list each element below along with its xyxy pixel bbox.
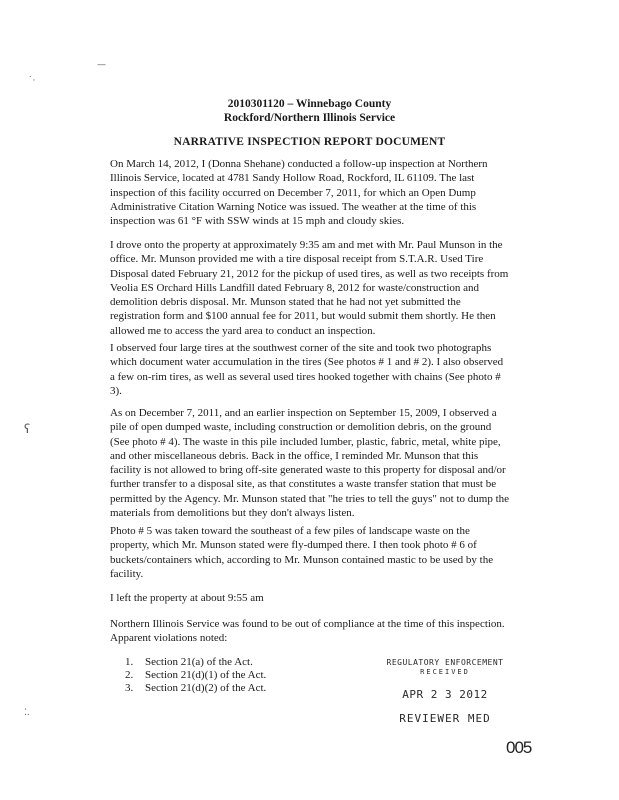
paragraph-tires: I observed four large tires at the southwest corner of the site and took two photographs which document water accumulation in the tires (See photos # 1 and # 2). I also observed a few on-rim tires, as well as several used tires hooked together with chains (See photo # 3).	[110, 342, 504, 397]
paragraph-open-dump: As on December 7, 2011, and an earlier inspection on September 15, 2009, I observed a pile of open dumped waste, including construction or demolition debris, on the ground (See photo # 4). The waste in this pile included lumber, plastic, fabric, metal, white pipe, and other miscellaneous debris. Back in the office, I reminded Mr. Munson that this facility is not allowed to bring off-site generated waste to this property for disposal and/or further transfer to a disposal site, as that constitutes a waste transfer station that must be permitted by the Agency. Mr. Munson stated that "he tries to tell the guys" not to dump the materials from demolitions but they don't always listen.	[110, 407, 510, 520]
page-number: 005	[506, 738, 532, 757]
scan-speck: ʕ	[24, 422, 31, 436]
scan-speck: ˙·	[28, 76, 36, 86]
violation-text: Section 21(a) of the Act.	[145, 656, 253, 668]
stamp-date: APR 2 3 2012	[402, 688, 488, 701]
violations-list	[125, 656, 266, 695]
header-case-line: 2010301120 – Winnebago County	[227, 98, 392, 110]
violation-number: 2.	[125, 669, 134, 681]
violation-number: 1.	[125, 656, 134, 668]
paragraph-office-visit: I drove onto the property at approximately 9:35 am and met with Mr. Paul Munson in the office. Mr. Munson provided me with a tire disposal receipt from S.T.A.R. Used Tire Disposal dated February 21, 2012 for the pickup of used tires, as well as two receipts from Veolia ES Orchard Hills Landfill dated February 8, 2012 for waste/construction and demolition debris disposal. Mr. Munson stated that he had not yet submitted the registration form and $100 annual fee for 2011, but would submit them shortly. He then allowed me to access the yard area to conduct an inspection.	[110, 239, 509, 337]
scan-speck: ⁚.	[24, 708, 30, 718]
paragraph-compliance: Northern Illinois Service was found to be out of compliance at the time of this inspection. Apparent violations noted:	[110, 618, 505, 645]
violation-item	[125, 682, 266, 695]
violation-text: Section 21(d)(2) of the Act.	[145, 682, 267, 694]
paragraph-intro: On March 14, 2012, I (Donna Shehane) conducted a follow-up inspection at Northern Illinois Service, located at 4781 Sandy Hollow Road, Rockford, IL 61109. The last inspection of this facility occurred on December 7, 2011, for which an Open Dump Administrative Citation Warning Notice was issued. The weather at the time of this inspection was 61 °F with SSW winds at 15 mph and cloudy skies.	[110, 158, 488, 228]
stamp-reviewer: REVIEWER MED	[399, 712, 491, 725]
paragraph-departure: I left the property at about 9:55 am	[110, 592, 264, 604]
violation-item	[125, 669, 266, 682]
received-stamp	[375, 658, 515, 725]
stamp-agency-line: REGULATORY ENFORCEMENT	[386, 658, 504, 667]
violation-item	[125, 656, 266, 669]
violation-number: 3.	[125, 682, 134, 694]
stamp-received-line: RECEIVED	[420, 668, 470, 676]
document-title: NARRATIVE INSPECTION REPORT DOCUMENT	[173, 136, 446, 148]
header-facility-line: Rockford/Northern Illinois Service	[223, 112, 396, 124]
scan-speck: —	[97, 60, 106, 70]
violation-text: Section 21(d)(1) of the Act.	[145, 669, 267, 681]
paragraph-landscape-waste: Photo # 5 was taken toward the southeast of a few piles of landscape waste on the property, which Mr. Munson stated were fly-dumped there. I then took photo # 6 of buckets/containers which, according to Mr. Munson contained mastic to be used by the facility.	[110, 525, 494, 580]
